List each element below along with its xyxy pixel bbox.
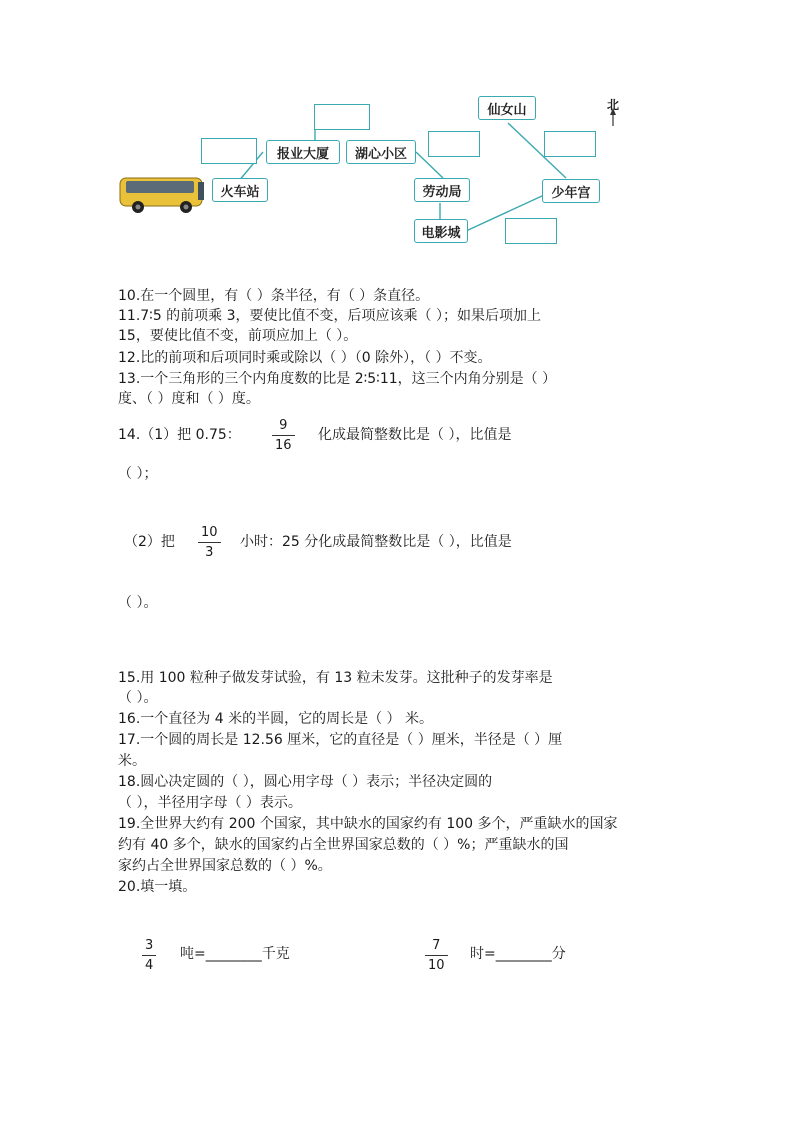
question-11-line1: 11.7∶5 的前项乘 3，要使比值不变，后项应该乘（ ）；如果后项加上 — [118, 308, 541, 324]
question-19-line2: 约有 40 多个，缺水的国家约占全世界国家总数的（ ）%；严重缺水的国 — [118, 837, 569, 853]
question-14b-pre: （2）把 — [124, 534, 175, 550]
question-14a-post: 化成最简整数比是（ ），比值是 — [318, 427, 512, 443]
node-xiannv: 仙女山 — [478, 96, 536, 120]
question-14a — [118, 425, 241, 446]
fraction-9-16 — [272, 418, 295, 453]
question-13-line1: 13.一个三角形的三个内角度数的比是 2∶5∶11，这三个内角分别是（ ） — [118, 371, 557, 387]
question-17-line1: 17.一个圆的周长是 12.56 厘米，它的直径是（ ）厘米，半径是（ ）厘 — [118, 732, 563, 748]
fraction-denominator: 10 — [428, 958, 445, 973]
blank-box-right — [544, 131, 596, 157]
node-huoche: 火车站 — [212, 178, 268, 202]
blank-box-bottom-right — [505, 218, 557, 244]
question-11-line2: 15，要使比值不变，前项应加上（ ）。 — [118, 328, 358, 344]
fraction-10-3 — [198, 525, 221, 560]
question-10: 10.在一个圆里，有（ ）条半径，有（ ）条直径。 — [118, 288, 430, 304]
fraction-numerator: 10 — [201, 525, 218, 540]
node-laodong: 劳动局 — [414, 178, 470, 202]
fill-hour-to-min: 时=________分 — [470, 946, 566, 962]
fill-ton-to-kg: 吨=________千克 — [180, 946, 290, 962]
question-13-line2: 度、（ ）度和（ ）度。 — [118, 391, 260, 407]
question-18-line2: （ ），半径用字母（ ）表示。 — [118, 795, 302, 811]
fraction-denominator: 4 — [145, 958, 154, 973]
question-15-line2: （ ）。 — [118, 690, 158, 706]
bus-icon — [120, 178, 204, 213]
fraction-numerator: 7 — [432, 938, 441, 953]
north-label: 北 — [607, 98, 620, 112]
question-12: 12.比的前项和后项同时乘或除以（ ）（0 除外），（ ）不变。 — [118, 350, 492, 366]
question-16: 16.一个直径为 4 米的半圆，它的周长是（ ） 米。 — [118, 711, 433, 727]
question-18-line1: 18.圆心决定圆的（ ），圆心用字母（ ）表示；半径决定圆的 — [118, 774, 493, 790]
question-14b-post: 小时：25 分化成最简整数比是（ ），比值是 — [240, 534, 512, 550]
question-20: 20.填一填。 — [118, 879, 197, 895]
fraction-numerator: 3 — [145, 938, 154, 953]
question-14a-answer: （ ）； — [118, 466, 158, 482]
fraction-3-4 — [142, 938, 156, 973]
node-shaonian: 少年宫 — [542, 179, 600, 203]
question-19-line3: 家约占全世界国家总数的（ ）%。 — [118, 858, 332, 874]
route-map — [118, 90, 648, 250]
fraction-numerator: 9 — [279, 418, 288, 433]
blank-box-mid — [428, 131, 480, 157]
fraction-denominator: 3 — [205, 545, 214, 560]
question-15-line1: 15.用 100 粒种子做发芽试验，有 13 粒未发芽。这批种子的发芽率是 — [118, 670, 553, 686]
question-17-line2: 米。 — [118, 753, 146, 769]
fraction-denominator: 16 — [275, 438, 292, 453]
blank-box-left — [201, 138, 257, 164]
question-14a-pre: 14.（1）把 0.75： — [118, 427, 241, 443]
node-dianying: 电影城 — [414, 219, 468, 243]
fraction-7-10 — [425, 938, 448, 973]
question-14b-answer: （ ）。 — [118, 595, 158, 611]
node-baoye: 报业大厦 — [266, 140, 340, 164]
question-19-line1: 19.全世界大约有 200 个国家，其中缺水的国家约有 100 多个，严重缺水的国家 — [118, 816, 618, 832]
map-lines — [118, 90, 648, 250]
blank-box-top — [314, 104, 370, 130]
node-huxin: 湖心小区 — [346, 140, 416, 164]
